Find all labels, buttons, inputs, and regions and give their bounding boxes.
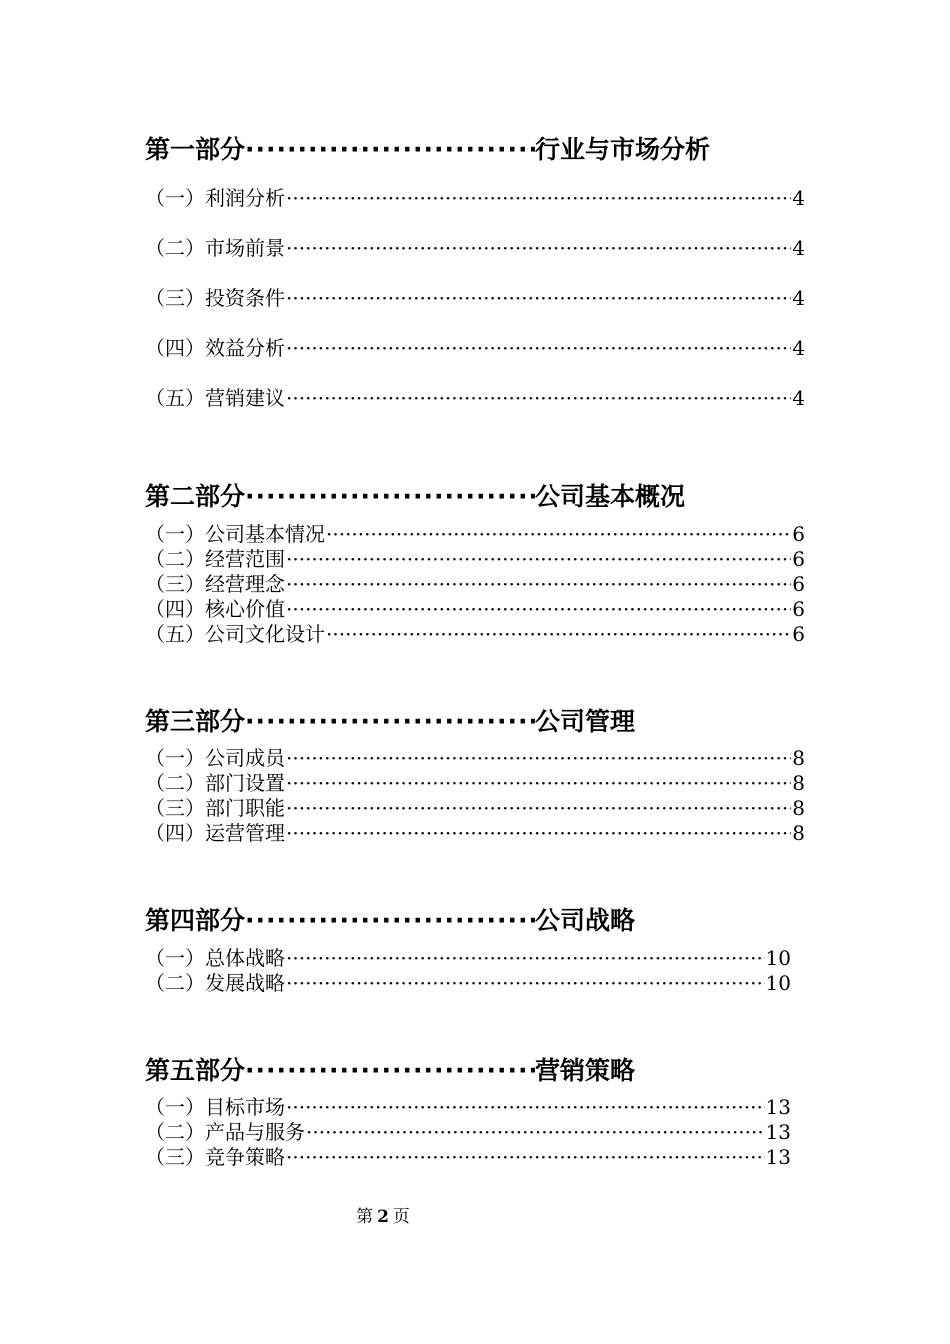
- entry-page: 13: [765, 1145, 791, 1169]
- entry-label: （五）公司文化设计: [145, 622, 325, 646]
- entry-label: （一）目标市场: [145, 1095, 285, 1119]
- toc-entry[interactable]: [145, 547, 805, 572]
- entry-page: 13: [765, 1120, 791, 1144]
- entry-label: （一）公司基本情况: [145, 522, 325, 546]
- entry-page: 6: [792, 547, 805, 571]
- leader-dots: [286, 946, 765, 971]
- part-title: 第三部分: [145, 707, 246, 736]
- leader-dots: [245, 1055, 535, 1087]
- part-4-heading[interactable]: [145, 905, 755, 937]
- leader-dots: [286, 821, 791, 846]
- toc-entry[interactable]: [145, 386, 805, 411]
- toc-entry[interactable]: [145, 286, 805, 311]
- entry-label: （二）经营范围: [145, 547, 285, 571]
- part-title: 第一部分: [145, 135, 246, 164]
- leader-dots: [286, 597, 791, 622]
- part-name: 公司管理: [535, 707, 636, 736]
- leader-dots: [245, 706, 535, 738]
- leader-dots: [326, 522, 791, 547]
- entry-label: （三）经营理念: [145, 572, 285, 596]
- entry-label: （一）利润分析: [145, 186, 285, 210]
- entry-page: 8: [792, 771, 805, 795]
- entry-page: 8: [792, 796, 805, 820]
- entry-label: （四）核心价值: [145, 597, 285, 621]
- entry-page: 10: [765, 946, 791, 970]
- entry-label: （二）市场前景: [145, 236, 285, 260]
- toc-entry[interactable]: [145, 771, 805, 796]
- entry-page: 6: [792, 522, 805, 546]
- toc-entry[interactable]: [145, 1095, 791, 1120]
- entry-label: （四）运营管理: [145, 821, 285, 845]
- entry-page: 4: [792, 286, 805, 310]
- part-name: 营销策略: [535, 1056, 636, 1085]
- entry-page: 4: [792, 236, 805, 260]
- leader-dots: [326, 622, 791, 647]
- entry-page: 8: [792, 746, 805, 770]
- toc-entry[interactable]: [145, 1120, 791, 1145]
- part-title: 第五部分: [145, 1056, 246, 1085]
- leader-dots: [286, 186, 791, 211]
- toc-entry[interactable]: [145, 946, 791, 971]
- leader-dots: [286, 572, 791, 597]
- entry-label: （三）竞争策略: [145, 1145, 285, 1169]
- entry-label: （一）公司成员: [145, 746, 285, 770]
- toc-entry[interactable]: [145, 522, 805, 547]
- entry-page: 8: [792, 821, 805, 845]
- part-name: 公司战略: [535, 906, 636, 935]
- part-title: 第四部分: [145, 906, 246, 935]
- leader-dots: [286, 286, 791, 311]
- part-2-heading[interactable]: [145, 481, 755, 513]
- toc-entry[interactable]: [145, 186, 805, 211]
- entry-page: 4: [792, 336, 805, 360]
- leader-dots: [245, 134, 535, 166]
- leader-dots: [286, 796, 791, 821]
- entry-label: （二）产品与服务: [145, 1120, 305, 1144]
- toc-entry[interactable]: [145, 622, 805, 647]
- leader-dots: [245, 481, 535, 513]
- toc-entry[interactable]: [145, 821, 805, 846]
- toc-entry[interactable]: [145, 236, 805, 261]
- toc-entry[interactable]: [145, 1145, 791, 1170]
- part-title: 第二部分: [145, 482, 246, 511]
- footer-suffix: 页: [392, 1207, 410, 1227]
- leader-dots: [286, 971, 765, 996]
- toc-entry[interactable]: [145, 971, 791, 996]
- footer-number: 2: [377, 1207, 389, 1227]
- entry-page: 13: [765, 1095, 791, 1119]
- entry-label: （四）效益分析: [145, 336, 285, 360]
- leader-dots: [286, 1145, 765, 1170]
- leader-dots: [306, 1120, 765, 1145]
- entry-label: （五）营销建议: [145, 386, 285, 410]
- entry-label: （二）发展战略: [145, 971, 285, 995]
- entry-page: 6: [792, 572, 805, 596]
- entry-page: 10: [765, 971, 791, 995]
- leader-dots: [286, 1095, 765, 1120]
- entry-label: （三）部门职能: [145, 796, 285, 820]
- part-3-heading[interactable]: [145, 706, 755, 738]
- leader-dots: [245, 905, 535, 937]
- part-name: 公司基本概况: [535, 482, 686, 511]
- leader-dots: [286, 236, 791, 261]
- part-5-heading[interactable]: [145, 1055, 755, 1087]
- leader-dots: [286, 336, 791, 361]
- footer-prefix: 第: [356, 1207, 374, 1227]
- leader-dots: [286, 771, 791, 796]
- leader-dots: [286, 547, 791, 572]
- toc-entry[interactable]: [145, 572, 805, 597]
- entry-label: （二）部门设置: [145, 771, 285, 795]
- toc-entry[interactable]: [145, 597, 805, 622]
- leader-dots: [286, 386, 791, 411]
- entry-label: （一）总体战略: [145, 946, 285, 970]
- entry-page: 6: [792, 597, 805, 621]
- part-1-heading[interactable]: [145, 134, 755, 166]
- page-number-footer: [353, 1206, 413, 1228]
- toc-entry[interactable]: [145, 746, 805, 771]
- entry-page: 6: [792, 622, 805, 646]
- entry-page: 4: [792, 186, 805, 210]
- entry-page: 4: [792, 386, 805, 410]
- entry-label: （三）投资条件: [145, 286, 285, 310]
- part-name: 行业与市场分析: [535, 135, 711, 164]
- leader-dots: [286, 746, 791, 771]
- toc-entry[interactable]: [145, 796, 805, 821]
- toc-entry[interactable]: [145, 336, 805, 361]
